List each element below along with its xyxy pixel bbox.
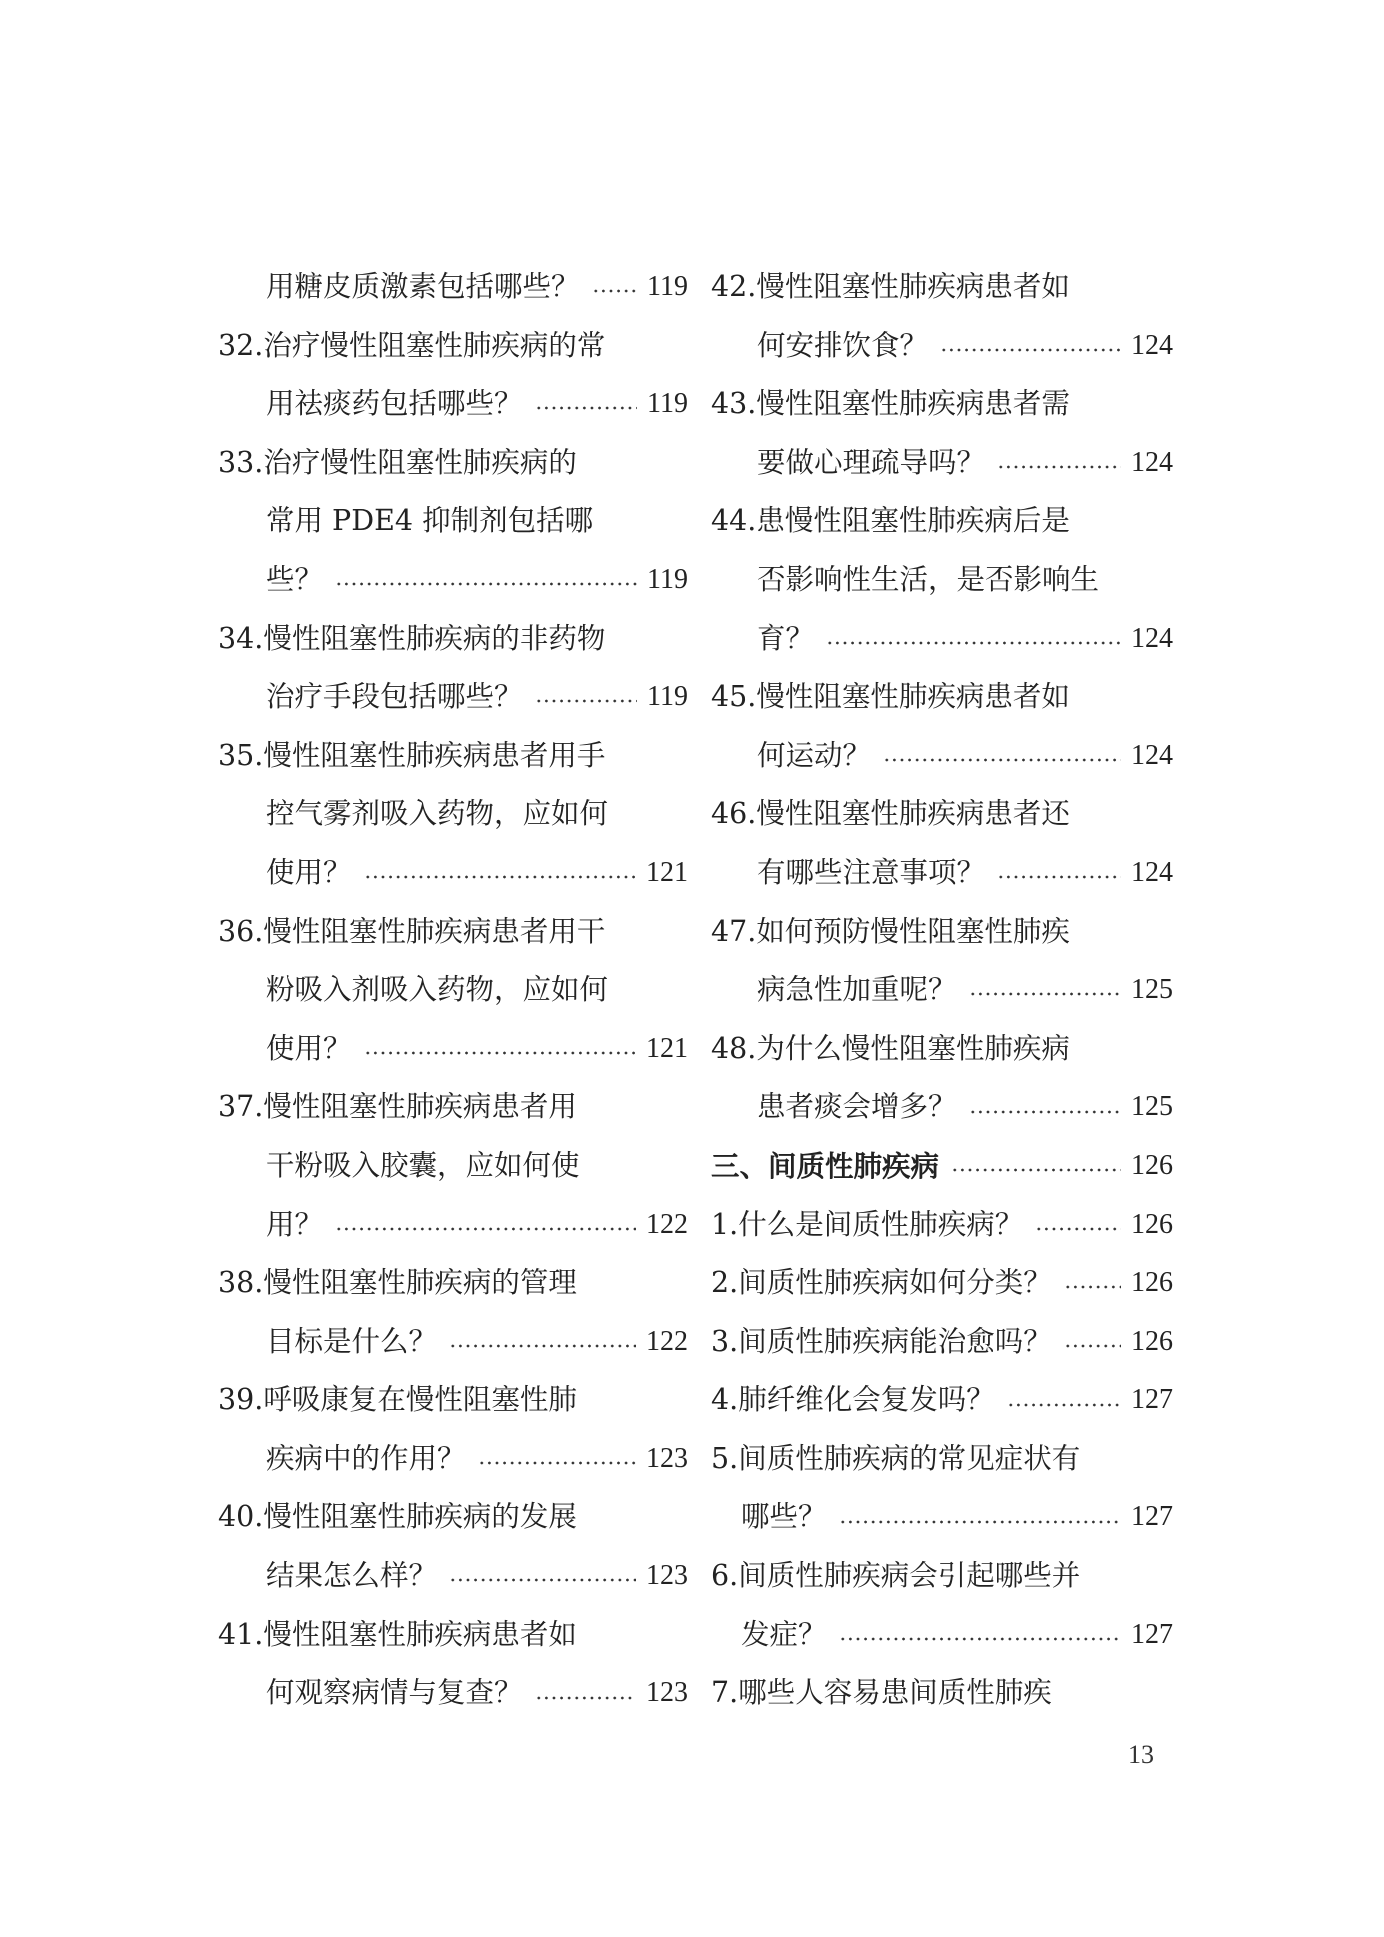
toc-entry-title: 控气雾剂吸入药物，应如何 <box>266 797 609 831</box>
toc-entry-line <box>218 903 688 962</box>
toc-entry-title: 干粉吸入胶囊，应如何使 <box>266 1148 580 1182</box>
toc-page-ref: 123 <box>646 1677 688 1709</box>
toc-entry-title: 目标是什么？ <box>266 1324 438 1358</box>
dot-leader <box>1064 1285 1121 1289</box>
toc-entry-title: 何安排饮食？ <box>757 328 929 362</box>
toc-entry-number: 5. <box>711 1441 739 1475</box>
toc-page-ref: 119 <box>647 681 688 713</box>
toc-entry-title: 慢性阻塞性肺疾病的非药物 <box>263 621 606 655</box>
dot-leader <box>364 1051 636 1055</box>
toc-page-ref: 119 <box>647 563 688 595</box>
dot-leader <box>335 582 637 586</box>
dot-leader <box>478 1461 636 1465</box>
toc-entry-line <box>218 1430 688 1489</box>
toc-entry-line <box>711 434 1173 493</box>
toc-entry-line <box>218 1020 688 1079</box>
toc-entry-title: 何观察病情与复查？ <box>266 1676 523 1710</box>
toc-entry-line <box>711 903 1173 962</box>
toc-entry-title: 治疗慢性阻塞性肺疾病的 <box>263 445 577 479</box>
dot-leader <box>335 1227 636 1231</box>
toc-entry-line <box>711 551 1173 610</box>
toc-page-ref: 123 <box>646 1560 688 1592</box>
toc-entry-title: 些？ <box>266 562 324 596</box>
toc-entry-title: 慢性阻塞性肺疾病患者如 <box>263 1617 577 1651</box>
toc-entry-line <box>711 1488 1173 1547</box>
toc-entry-title: 何运动？ <box>757 738 872 772</box>
toc-entry-title: 治疗手段包括哪些？ <box>266 680 523 714</box>
toc-entry-title: 间质性肺疾病如何分类？ <box>738 1266 1052 1300</box>
toc-entry-title: 使用？ <box>266 1031 352 1065</box>
toc-entry-number: 32. <box>218 328 264 362</box>
toc-entry-title: 发症？ <box>741 1617 827 1651</box>
dot-leader <box>969 1110 1121 1114</box>
toc-entry-title: 为什么慢性阻塞性肺疾病 <box>756 1031 1070 1065</box>
toc-entry-number: 3. <box>711 1324 739 1358</box>
dot-leader <box>1035 1227 1121 1231</box>
dot-leader <box>997 465 1121 469</box>
toc-entry-title: 患者痰会增多？ <box>757 1090 957 1124</box>
toc-page-ref: 119 <box>647 388 688 420</box>
toc-page-ref: 124 <box>1131 446 1173 478</box>
toc-entry-title: 慢性阻塞性肺疾病患者用干 <box>263 914 606 948</box>
toc-entry-line <box>218 1313 688 1372</box>
toc-entry-number: 38. <box>218 1266 264 1300</box>
toc-entry-line <box>711 1664 1173 1723</box>
toc-entry-line <box>711 668 1173 727</box>
toc-entry-line <box>711 1020 1173 1079</box>
toc-entry-line <box>711 1078 1173 1137</box>
toc-entry-line <box>218 1606 688 1665</box>
toc-entry-line <box>711 1606 1173 1665</box>
toc-entry-line <box>711 785 1173 844</box>
toc-entry-title: 育？ <box>757 621 815 655</box>
toc-entry-title: 哪些？ <box>741 1500 827 1534</box>
dot-leader <box>951 1168 1121 1172</box>
toc-page-ref: 119 <box>647 271 688 302</box>
toc-page-ref: 126 <box>1131 1208 1173 1240</box>
toc-entry-title: 治疗慢性阻塞性肺疾病的常 <box>263 328 606 362</box>
toc-entry-line <box>711 1313 1173 1372</box>
toc-page-ref: 121 <box>646 1032 688 1064</box>
toc-entry-line <box>218 727 688 786</box>
dot-leader <box>1007 1403 1121 1407</box>
toc-page-ref: 125 <box>1131 1091 1173 1123</box>
toc-page-ref: 121 <box>646 856 688 888</box>
toc-entry-title: 慢性阻塞性肺疾病患者如 <box>756 270 1070 303</box>
toc-entry-number: 43. <box>711 387 757 421</box>
toc-page-ref: 126 <box>1131 1267 1173 1299</box>
toc-entry-title: 肺纤维化会复发吗？ <box>738 1383 995 1417</box>
toc-entry-title: 间质性肺疾病能治愈吗？ <box>738 1324 1052 1358</box>
dot-leader <box>969 992 1121 996</box>
toc-entry-number: 4. <box>711 1383 739 1417</box>
toc-entry-line <box>711 375 1173 434</box>
dot-leader <box>535 699 638 703</box>
dot-leader <box>535 1696 636 1700</box>
toc-entry-line <box>711 1254 1173 1313</box>
toc-entry-title: 慢性阻塞性肺疾病患者还 <box>756 797 1070 831</box>
toc-entry-line <box>218 375 688 434</box>
toc-entry-number: 35. <box>218 738 264 772</box>
toc-page-ref: 127 <box>1131 1501 1173 1533</box>
toc-entry-title: 有哪些注意事项？ <box>757 855 986 889</box>
toc-entry-number: 46. <box>711 797 757 831</box>
toc-section-heading <box>711 1137 1173 1196</box>
toc-entry-title: 结果怎么样？ <box>266 1559 438 1593</box>
toc-page-ref: 127 <box>1131 1618 1173 1650</box>
toc-entry-line <box>711 258 1173 317</box>
dot-leader <box>826 641 1121 645</box>
toc-entry-line <box>218 1371 688 1430</box>
toc-entry-number: 2. <box>711 1266 739 1300</box>
dot-leader <box>535 406 638 410</box>
toc-entry-line <box>218 551 688 610</box>
toc-entry-line <box>218 785 688 844</box>
toc-entry-title: 要做心理疏导吗？ <box>757 445 986 479</box>
toc-entry-title: 否影响性生活，是否影响生 <box>757 562 1100 596</box>
toc-entry-title: 常用 PDE4 抑制剂包括哪 <box>266 504 594 538</box>
toc-entry-line <box>218 1488 688 1547</box>
toc-entry-title: 间质性肺疾病会引起哪些并 <box>738 1559 1081 1593</box>
toc-entry-line <box>711 1547 1173 1606</box>
toc-entry-title: 患慢性阻塞性肺疾病后是 <box>756 504 1070 538</box>
toc-entry-title: 三、间质性肺疾病 <box>711 1148 940 1183</box>
toc-entry-line <box>218 434 688 493</box>
dot-leader <box>997 875 1121 879</box>
toc-entry-title: 病急性加重呢？ <box>757 973 957 1007</box>
toc-page-ref: 124 <box>1131 739 1173 771</box>
dot-leader <box>1064 1344 1121 1348</box>
toc-page-ref: 122 <box>646 1325 688 1357</box>
toc-entry-number: 41. <box>218 1617 264 1651</box>
toc-entry-number: 42. <box>711 270 757 303</box>
toc-page-ref: 126 <box>1131 1149 1173 1181</box>
page-number: 13 <box>1128 1740 1154 1769</box>
toc-page-ref: 126 <box>1131 1325 1173 1357</box>
toc-right-column <box>711 258 1173 1723</box>
toc-entry-line <box>218 668 688 727</box>
toc-entry-title: 间质性肺疾病的常见症状有 <box>738 1441 1081 1475</box>
toc-entry-title: 慢性阻塞性肺疾病的管理 <box>263 1266 577 1300</box>
toc-entry-line <box>711 727 1173 786</box>
toc-entry-line <box>711 610 1173 669</box>
dot-leader <box>940 348 1121 352</box>
toc-entry-title: 用？ <box>266 1207 324 1241</box>
dot-leader <box>592 289 638 293</box>
toc-left-column <box>218 258 688 1723</box>
toc-entry-number: 36. <box>218 914 264 948</box>
toc-entry-line <box>218 961 688 1020</box>
toc-entry-title: 呼吸康复在慢性阻塞性肺 <box>263 1383 577 1417</box>
toc-entry-number: 48. <box>711 1031 757 1065</box>
toc-entry-number: 45. <box>711 680 757 714</box>
dot-leader <box>839 1637 1121 1641</box>
toc-entry-line <box>218 1078 688 1137</box>
toc-page-ref: 124 <box>1131 622 1173 654</box>
toc-entry-number: 37. <box>218 1090 264 1124</box>
toc-entry-line <box>218 844 688 903</box>
toc-page-ref: 125 <box>1131 974 1173 1006</box>
toc-entry-title: 用祛痰药包括哪些？ <box>266 387 523 421</box>
toc-entry-number: 6. <box>711 1559 739 1593</box>
toc-entry-number: 47. <box>711 914 757 948</box>
dot-leader <box>364 875 636 879</box>
toc-entry-title: 粉吸入剂吸入药物，应如何 <box>266 973 609 1007</box>
toc-page-ref: 123 <box>646 1442 688 1474</box>
toc-entry-line <box>218 317 688 376</box>
toc-entry-title: 慢性阻塞性肺疾病患者如 <box>756 680 1070 714</box>
toc-entry-title: 用糖皮质激素包括哪些？ <box>266 270 580 303</box>
toc-entry-title: 慢性阻塞性肺疾病患者用手 <box>263 738 606 772</box>
toc-entry-title: 慢性阻塞性肺疾病患者用 <box>263 1090 577 1124</box>
toc-entry-line <box>218 1196 688 1255</box>
toc-entry-title: 使用？ <box>266 855 352 889</box>
dot-leader <box>883 758 1121 762</box>
toc-entry-line <box>218 610 688 669</box>
toc-entry-line <box>711 1196 1173 1255</box>
toc-entry-title: 如何预防慢性阻塞性肺疾 <box>756 914 1070 948</box>
toc-entry-line <box>218 1664 688 1723</box>
toc-entry-title: 什么是间质性肺疾病？ <box>738 1207 1024 1241</box>
toc-entry-line <box>711 1371 1173 1430</box>
dot-leader <box>449 1578 636 1582</box>
toc-entry-line <box>218 1547 688 1606</box>
toc-page-ref: 127 <box>1131 1384 1173 1416</box>
toc-entry-line <box>218 258 688 317</box>
toc-entry-line <box>711 1430 1173 1489</box>
toc-entry-line <box>218 492 688 551</box>
toc-entry-number: 44. <box>711 504 757 538</box>
toc-entry-number: 40. <box>218 1500 264 1534</box>
toc-entry-title: 慢性阻塞性肺疾病的发展 <box>263 1500 577 1534</box>
toc-entry-line <box>711 961 1173 1020</box>
toc-entry-number: 7. <box>711 1676 739 1710</box>
toc-entry-line <box>218 1137 688 1196</box>
toc-entry-number: 1. <box>711 1207 739 1241</box>
toc-entry-title: 慢性阻塞性肺疾病患者需 <box>756 387 1070 421</box>
dot-leader <box>839 1520 1121 1524</box>
dot-leader <box>449 1344 636 1348</box>
toc-entry-line <box>218 1254 688 1313</box>
toc-page-ref: 122 <box>646 1208 688 1240</box>
toc-entry-line <box>711 492 1173 551</box>
toc-entry-title: 哪些人容易患间质性肺疾 <box>738 1676 1052 1710</box>
toc-page-ref: 124 <box>1131 856 1173 888</box>
toc-entry-number: 34. <box>218 621 264 655</box>
toc-entry-number: 39. <box>218 1383 264 1417</box>
toc-page-ref: 124 <box>1131 329 1173 361</box>
toc-entry-line <box>711 844 1173 903</box>
toc-entry-title: 疾病中的作用？ <box>266 1441 466 1475</box>
toc-entry-line <box>711 317 1173 376</box>
toc-entry-number: 33. <box>218 445 264 479</box>
